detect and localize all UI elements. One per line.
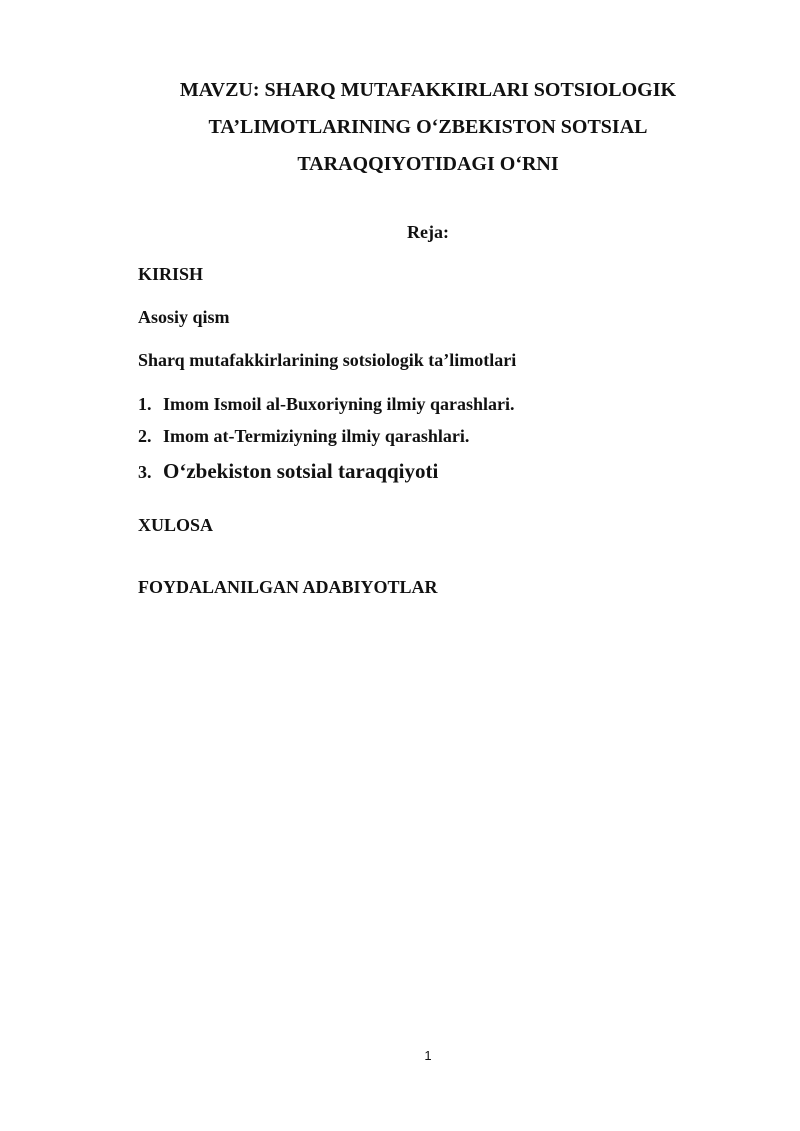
toc-introduction: KIRISH [138, 264, 204, 284]
document-title [110, 72, 746, 183]
toc-section-heading: Sharq mutafakkirlarining sotsiologik ta’limotlari [138, 350, 517, 370]
toc-item-2 [138, 426, 469, 447]
toc-item-1 [138, 394, 515, 415]
toc-references: FOYDALANILGAN ADABIYOTLAR [138, 577, 438, 597]
title-line-1: MAVZU: SHARQ MUTAFAKKIRLARI SOTSIOLOGIK [179, 79, 677, 101]
toc-item-2-number: 2. [138, 426, 152, 446]
toc-item-3-number: 3. [138, 462, 152, 482]
toc-item-3 [138, 459, 438, 484]
toc-item-2-text: Imom at-Termiziyning ilmiy qarashlari. [163, 426, 470, 446]
title-line-2: TA’LIMOTLARINING O‘ZBEKISTON SOTSIAL [208, 116, 648, 138]
page-number: 1 [424, 1048, 432, 1063]
toc-main-part: Asosiy qism [138, 307, 230, 327]
toc-item-1-text: Imom Ismoil al-Buxoriyning ilmiy qarashlari. [163, 394, 515, 414]
plan-heading: Reja: [407, 222, 449, 242]
toc-item-3-text: O‘zbekiston sotsial taraqqiyoti [163, 459, 439, 483]
toc-conclusion: XULOSA [138, 515, 214, 535]
title-line-3: TARAQQIYOTIDAGI O‘RNI [297, 153, 559, 175]
toc-item-1-number: 1. [138, 394, 152, 414]
